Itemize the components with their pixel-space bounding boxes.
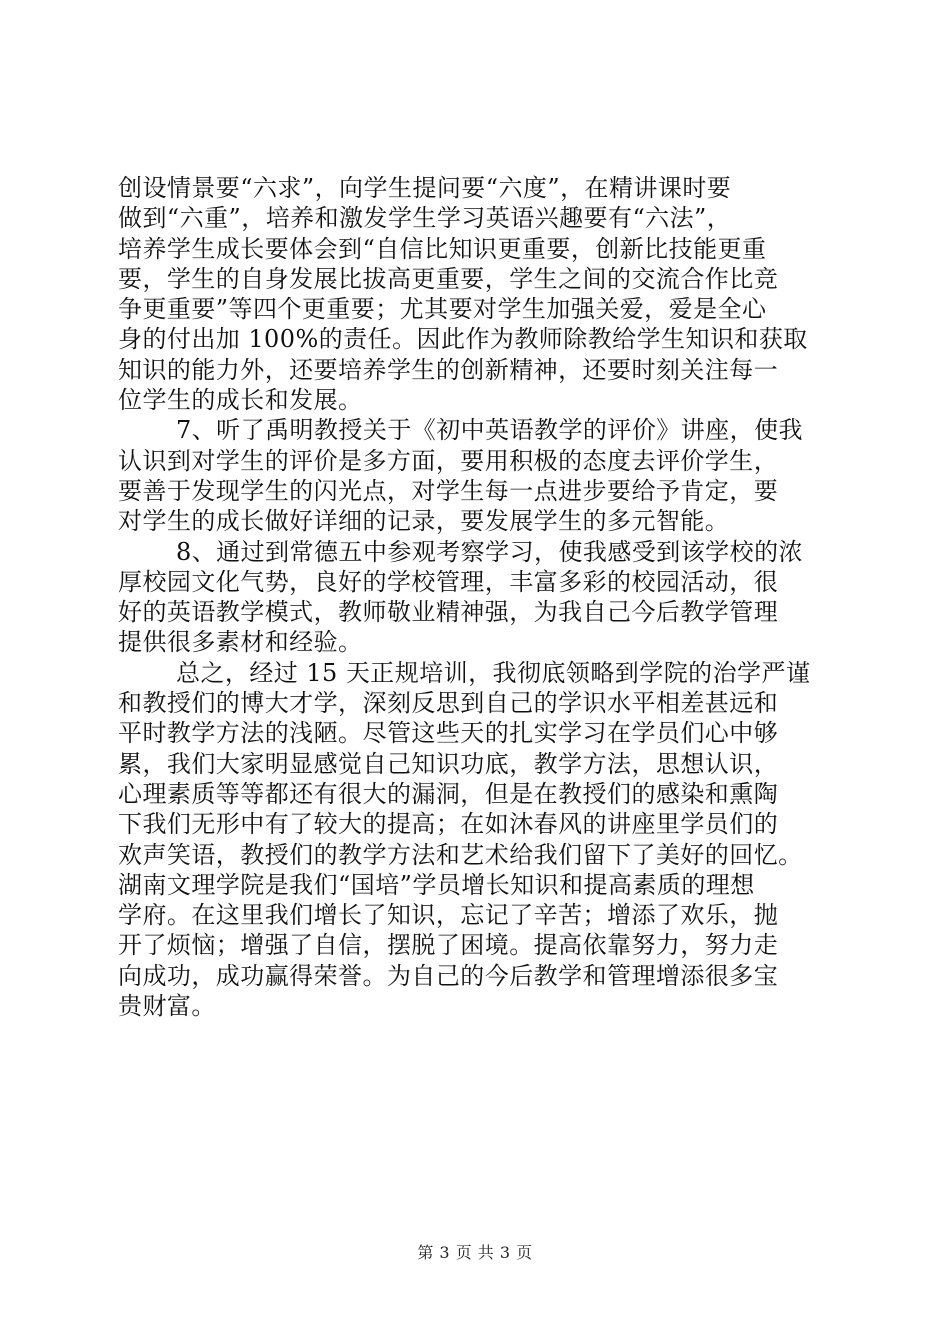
- text-line: 湖南文理学院是我们“国培”学员增长知识和提高素质的理想: [118, 870, 755, 899]
- text-line: 好的英语教学模式，教师敬业精神强，为我自己今后教学管理: [118, 598, 779, 627]
- text-line: 和教授们的博大才学，深刻反思到自己的学识水平相差甚远和: [118, 689, 779, 718]
- page-number-footer: 第 3 页 共 3 页: [417, 1243, 533, 1262]
- text-line: 厚校园文化气势，良好的学校管理，丰富多彩的校园活动，很: [118, 567, 779, 596]
- text-line: 创设情景要“六求”，向学生提问要“六度”，在精讲课时要: [118, 174, 732, 202]
- text-line: 位学生的成长和发展。: [118, 386, 363, 415]
- text-line: 开了烦恼；增强了自信，摆脱了困境。提高依靠努力，努力走: [118, 931, 779, 960]
- text-line: 要，学生的自身发展比拔高更重要，学生之间的交流合作比竞: [118, 264, 779, 293]
- conclusion-first-line: 总之，经过 15 天正规培训，我彻底领略到学院的治学严谨: [176, 658, 811, 687]
- text-line: 学府。在这里我们增长了知识，忘记了辛苦；增添了欢乐，抛: [118, 901, 779, 930]
- text-line: 知识的能力外，还要培养学生的创新精神，还要时刻关注每一: [118, 355, 779, 384]
- text-line: 要善于发现学生的闪光点，对学生每一点进步要给予肯定，要: [118, 476, 779, 505]
- text-line: 提供很多素材和经验。: [118, 628, 363, 657]
- document-body: [118, 173, 838, 1021]
- text-line: 向成功，成功赢得荣誉。为自己的今后教学和管理增添很多宝: [118, 961, 779, 990]
- text-line: 对学生的成长做好详细的记录，要发展学生的多元智能。: [118, 507, 730, 536]
- text-line: 欢声笑语，教授们的教学方法和艺术给我们留下了美好的回忆。: [118, 840, 803, 869]
- paragraph-8-first-line: 8、通过到常德五中参观考察学习，使我感受到该学校的浓: [176, 537, 803, 566]
- text-line: 心理素质等等都还有很大的漏洞，但是在教授们的感染和熏陶: [118, 779, 779, 808]
- text-line: 培养学生成长要体会到“自信比知识更重要，创新比技能更重: [118, 234, 767, 263]
- text-line: 争更重要”等四个更重要；尤其要对学生加强关爱，爱是全心: [118, 295, 767, 324]
- text-line: 认识到对学生的评价是多方面，要用积极的态度去评价学生，: [118, 446, 779, 475]
- text-line: 做到“六重”，培养和激发学生学习英语兴趣要有“六法”，: [118, 204, 732, 233]
- text-line: 累，我们大家明显感觉自己知识功底，教学方法，思想认识，: [118, 749, 779, 778]
- paragraph-7-first-line: 7、听了禹明教授关于《初中英语教学的评价》讲座，使我: [176, 416, 803, 445]
- text-line: 下我们无形中有了较大的提高；在如沐春风的讲座里学员们的: [118, 810, 779, 839]
- text-line: 贵财富。: [118, 992, 216, 1021]
- text-line: 平时教学方法的浅陋。尽管这些天的扎实学习在学员们心中够: [118, 719, 779, 748]
- text-line: 身的付出加 100%的责任。因此作为教师除教给学生知识和获取: [118, 325, 808, 354]
